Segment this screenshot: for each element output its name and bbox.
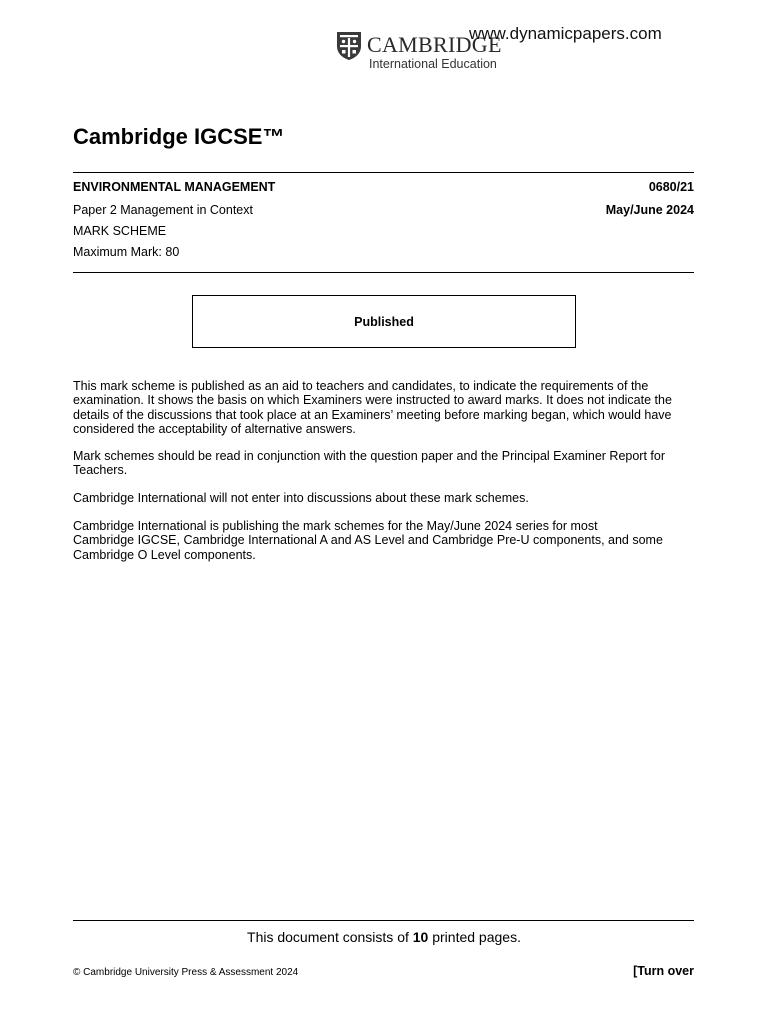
copyright: © Cambridge University Press & Assessment 2024: [73, 967, 299, 978]
page-count-note: [0, 929, 768, 945]
paragraph-line: details of the discussions that took place at an Examiners’ meeting before marking began, which would have: [73, 407, 672, 422]
paragraph-line: considered the acceptability of alternative answers.: [73, 422, 356, 437]
subject-name: ENVIRONMENTAL MANAGEMENT: [73, 180, 276, 194]
page-count: 10: [412, 929, 429, 945]
exam-session: May/June 2024: [605, 203, 694, 217]
page-count-prefix: This document consists of: [247, 929, 413, 945]
paper-title: Paper 2 Management in Context: [73, 203, 253, 217]
paragraph: [73, 519, 698, 562]
published-label: Published: [354, 314, 414, 329]
published-box: [192, 295, 576, 348]
logo-subtitle: International Education: [369, 57, 497, 71]
paragraph-line: Cambridge International will not enter into discussions about these mark schemes.: [73, 491, 529, 505]
footer-divider: [73, 920, 694, 921]
paragraph: [73, 379, 698, 437]
subject-code: 0680/21: [648, 180, 694, 194]
watermark-url: www.dynamicpapers.com: [469, 24, 662, 43]
paragraph-line: Cambridge O Level components.: [73, 547, 256, 562]
paragraph-line: Teachers.: [73, 463, 128, 478]
logo-name: CAMBRIDGE: [367, 32, 502, 57]
document-title: Cambridge IGCSE™: [73, 124, 285, 149]
header-divider: [73, 272, 694, 273]
page-count-suffix: printed pages.: [428, 929, 521, 945]
paragraph-line: Cambridge IGCSE, Cambridge International A and AS Level and Cambridge Pre-U components, and some: [73, 533, 663, 548]
maximum-mark: Maximum Mark: 80: [73, 245, 180, 259]
paragraph-line: Cambridge International is publishing the mark schemes for the May/June 2024 series for most: [73, 519, 598, 533]
paragraph-line: examination. It shows the basis on which Examiners were instructed to award marks. It does not indicate the: [73, 393, 672, 408]
paragraph-line: This mark scheme is published as an aid to teachers and candidates, to indicate the requirements of the: [73, 379, 649, 393]
paragraph-line: Mark schemes should be read in conjunction with the question paper and the Principal Examiner Report for: [73, 449, 665, 463]
top-divider: [73, 172, 694, 173]
shield-icon: [336, 31, 362, 61]
document-type: MARK SCHEME: [73, 224, 167, 238]
paragraph: [73, 491, 698, 505]
turn-over: [Turn over: [633, 964, 694, 978]
paragraph: [73, 449, 698, 478]
